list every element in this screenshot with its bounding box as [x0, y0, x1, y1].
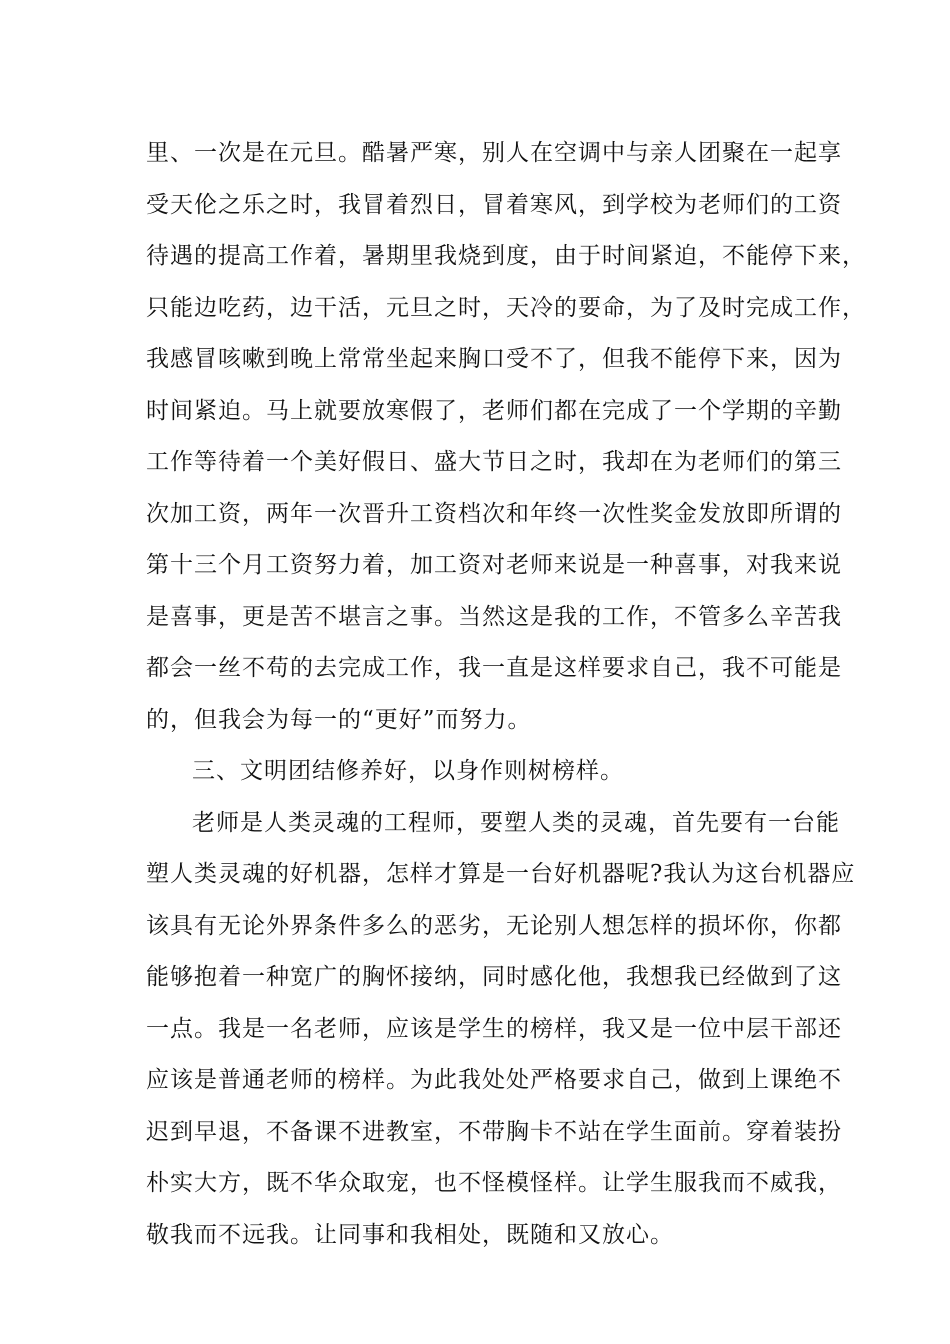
heading-text: 三、文明团结修养好，以身作则树榜样。 — [192, 758, 624, 784]
text-line: 受天伦之乐之时，我冒着烈日，冒着寒风，到学校为老师们的工资 — [146, 191, 842, 218]
text-line: 应该是普通老师的榜样。为此我处处严格要求自己，做到上课绝不 — [146, 1067, 842, 1093]
text-line: 我感冒咳嗽到晚上常常坐起来胸口受不了，但我不能停下来，因为 — [146, 346, 842, 372]
text-line: 时间紧迫。马上就要放寒假了，老师们都在完成了一个学期的辛勤 — [146, 397, 842, 424]
paragraph-continued — [146, 128, 866, 746]
text-line: 工作等待着一个美好假日、盛大节日之时，我却在为老师们的第三 — [146, 449, 842, 475]
paragraph-role-model — [146, 798, 856, 1262]
text-line: 都会一丝不苟的去完成工作，我一直是这样要求自己，我不可能是 — [146, 655, 842, 681]
text-line: 待遇的提高工作着，暑期里我烧到度，由于时间紧迫，不能停下来， — [146, 243, 866, 269]
text-line: 能够抱着一种宽广的胸怀接纳，同时感化他，我想我已经做到了这 — [146, 964, 842, 990]
document-body — [146, 128, 866, 1261]
text-line: 次加工资，两年一次晋升工资档次和年终一次性奖金发放即所谓的 — [146, 500, 842, 527]
text-line: 一点。我是一名老师，应该是学生的榜样，我又是一位中层干部还 — [146, 1015, 842, 1042]
section-heading — [146, 746, 826, 798]
text-line: 敬我而不远我。让同事和我相处，既随和又放心。 — [146, 1221, 674, 1248]
text-line: 第十三个月工资努力着，加工资对老师来说是一种喜事，对我来说 — [146, 552, 842, 578]
text-line: 老师是人类灵魂的工程师，要塑人类的灵魂，首先要有一台能 — [192, 809, 840, 836]
text-line: 塑人类灵魂的好机器，怎样才算是一台好机器呢?我认为这台机器应 — [146, 861, 856, 887]
text-line: 迟到早退，不备课不进教室，不带胸卡不站在学生面前。穿着装扮 — [146, 1118, 842, 1145]
text-line: 是喜事，更是苦不堪言之事。当然这是我的工作，不管多么辛苦我 — [146, 603, 842, 630]
text-line: 只能边吃药，边干活，元旦之时，天冷的要命，为了及时完成工作， — [146, 294, 866, 321]
text-line: 朴实大方，既不华众取宠，也不怪模怪样。让学生服我而不威我， — [146, 1170, 842, 1196]
text-line: 的，但我会为每一的“更好”而努力。 — [146, 706, 532, 733]
text-line: 里、一次是在元旦。酷暑严寒，别人在空调中与亲人团聚在一起享 — [146, 140, 842, 166]
text-line: 该具有无论外界条件多么的恶劣，无论别人想怎样的损坏你，你都 — [146, 912, 842, 939]
